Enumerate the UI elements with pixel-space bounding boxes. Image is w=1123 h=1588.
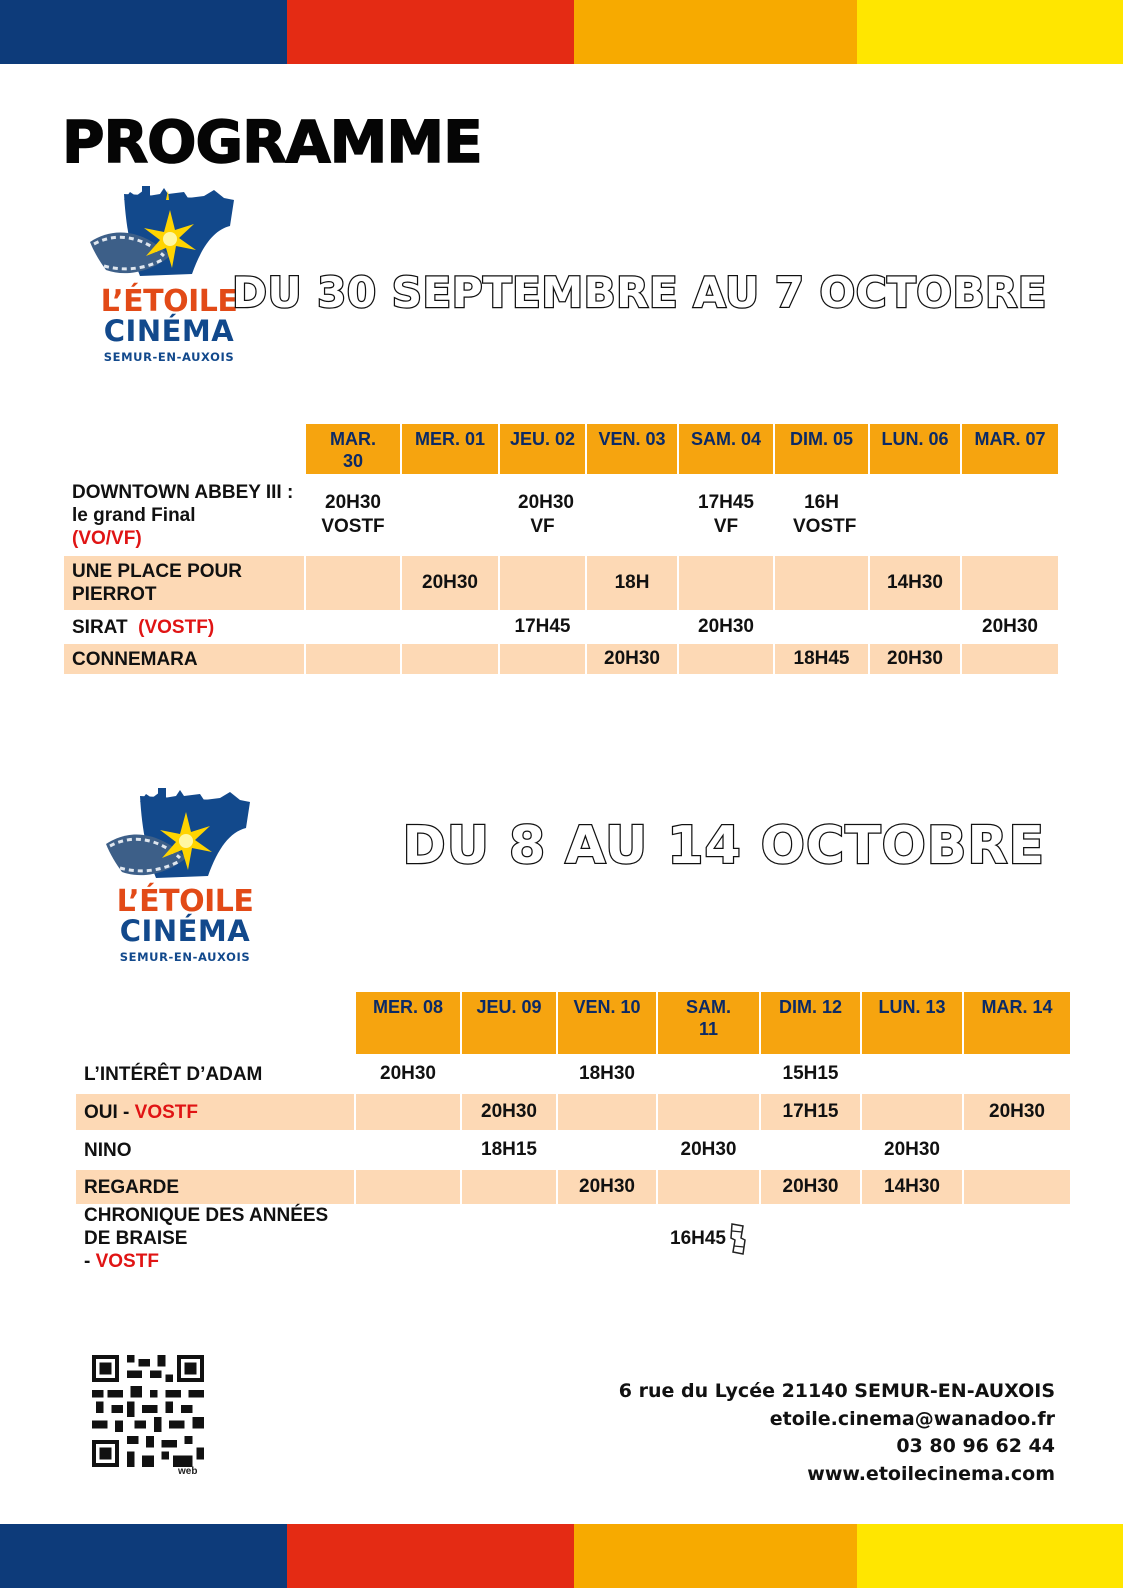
showtime-cell (775, 610, 868, 644)
film-title-cell (64, 556, 304, 610)
showtime-cell (962, 556, 1058, 610)
showtime-cell (862, 1204, 962, 1273)
day-header: SAM. 11 (658, 992, 759, 1054)
cinema-logo (84, 186, 254, 366)
showtime-cell (587, 474, 677, 556)
film-version: VOSTF (95, 1251, 159, 1272)
film-title: UNE PLACE POUR PIERROT (72, 561, 242, 605)
showtime-cell (306, 610, 400, 644)
day-header: VEN. 10 (558, 992, 656, 1054)
showtime-cell (558, 1204, 656, 1273)
showtime-cell (862, 1054, 962, 1094)
film-separator: - (84, 1251, 96, 1272)
film-title: L’INTÉRÊT D’ADAM (84, 1063, 263, 1085)
day-header: MAR. 07 (962, 424, 1058, 474)
film-row (64, 474, 1058, 556)
day-header: LUN. 13 (862, 992, 962, 1054)
film-title-cell (64, 644, 304, 674)
phone-text[interactable]: 03 80 96 62 44 (896, 1435, 1055, 1457)
band-navy (0, 1524, 287, 1588)
week1-schedule-table (62, 424, 1060, 674)
showtime-cell (962, 474, 1058, 556)
band-orange (574, 1524, 857, 1588)
showtime-cell (964, 1130, 1070, 1170)
film-row (64, 556, 1058, 610)
band-orange (574, 0, 857, 64)
day-header: SAM. 04 (679, 424, 773, 474)
band-red (287, 1524, 574, 1588)
address-text: 6 rue du Lycée 21140 SEMUR-EN-AUXOIS (618, 1380, 1055, 1402)
logo-etoile-text: L’ÉTOILE (100, 284, 238, 319)
band-yellow (857, 0, 1123, 64)
showtime-cell (306, 644, 400, 674)
showtime-cell (658, 1054, 759, 1094)
showtime-cell (761, 1130, 860, 1170)
film-title-cell (76, 1130, 354, 1170)
film-title-cell (76, 1094, 354, 1130)
film-title: SIRAT (72, 616, 128, 638)
showtime-cell (462, 1054, 556, 1094)
film-title: DOWNTOWN ABBEY III : le grand Final (72, 481, 294, 526)
showtime-cell: 20H30 (698, 616, 754, 637)
top-color-band (0, 0, 1123, 64)
showtime-cell (658, 1204, 759, 1273)
showtime-cell: 20H30 (884, 1139, 940, 1160)
showtime-cell (962, 644, 1058, 674)
day-header: LUN. 06 (870, 424, 960, 474)
showtime-cell: 20H30 (558, 1170, 656, 1204)
corner-cell (76, 992, 354, 1054)
day-header: DIM. 12 (761, 992, 860, 1054)
showtime-cell (402, 610, 498, 644)
day-header: JEU. 02 (500, 424, 585, 474)
showtime-cell (587, 610, 677, 644)
showtime-cell: 17H45 VF (698, 492, 754, 537)
showtime-cell: 20H30 (870, 644, 960, 674)
showtime-cell: 20H30 (462, 1094, 556, 1130)
film-row (76, 1204, 1070, 1273)
showtime-cell (500, 644, 585, 674)
showtime-cell (761, 1204, 860, 1273)
showtime-cell (306, 556, 400, 610)
showtime-cell (658, 1094, 759, 1130)
showtime-cell (964, 1204, 1070, 1273)
day-header: DIM. 05 (775, 424, 868, 474)
film-title-cell (64, 474, 304, 556)
week2-header-row (76, 992, 1070, 1054)
film-title-cell (76, 1170, 354, 1204)
showtime-cell: 14H30 (870, 556, 960, 610)
logo-emblem-icon (100, 788, 270, 898)
film-version: VOSTF (134, 1101, 199, 1123)
showtime-cell: 20H30 VOSTF (321, 492, 385, 537)
page-title: PROGRAMME (62, 108, 482, 176)
film-row (76, 1170, 1070, 1204)
showtime-cell: 20H30 (587, 644, 677, 674)
showtime-cell: 15H15 (782, 1063, 839, 1084)
film-title-cell (76, 1054, 354, 1094)
day-header: MAR. 14 (964, 992, 1070, 1054)
day-header: VEN. 03 (587, 424, 677, 474)
showtime-cell (964, 1170, 1070, 1204)
showtime-cell (356, 1204, 460, 1273)
film-title: CHRONIQUE DES ANNÉES DE BRAISE (84, 1205, 329, 1249)
logo-town-text: SEMUR-EN-AUXOIS (119, 950, 251, 964)
showtime-cell: 16H VOSTF (793, 492, 857, 537)
day-header: MAR. 30 (306, 424, 400, 474)
showtime-cell: 18H45 (775, 644, 868, 674)
film-separator: - (117, 1101, 135, 1123)
logo-cinema-text: CINÉMA (119, 914, 251, 948)
showtime-cell (402, 644, 498, 674)
showtime-cell: 20H30 (680, 1139, 737, 1160)
logo-town-text: SEMUR-EN-AUXOIS (103, 350, 235, 364)
showtime-text: 16H45 (670, 1227, 726, 1249)
bottom-color-band (0, 1524, 1123, 1588)
website-link[interactable]: www.etoilecinema.com (807, 1462, 1055, 1485)
logo-emblem-icon (84, 186, 254, 296)
band-navy (0, 0, 287, 64)
film-row (64, 610, 1058, 644)
cinema-logo (100, 788, 270, 968)
film-row (76, 1130, 1070, 1170)
showtime-cell (558, 1130, 656, 1170)
showtime-cell: 14H30 (862, 1170, 962, 1204)
week2-schedule-table (74, 992, 1072, 1273)
showtime-cell: 18H (587, 556, 677, 610)
showtime-cell (870, 610, 960, 644)
showtime-cell: 17H45 (514, 616, 571, 637)
showtime-cell (356, 1170, 460, 1204)
showtime-cell: 20H30 (402, 556, 498, 610)
showtime-cell (462, 1170, 556, 1204)
showtime-cell (402, 474, 498, 556)
showtime-cell: 20H30 (380, 1063, 436, 1084)
film-row (64, 644, 1058, 674)
showtime-cell: 20H30 (964, 1094, 1070, 1130)
showtime-cell: 17H15 (761, 1094, 860, 1130)
film-title-cell (64, 610, 304, 644)
week2-period-heading: DU 8 AU 14 OCTOBRE (402, 816, 1045, 876)
day-header: JEU. 09 (462, 992, 556, 1054)
qr-caption: web (178, 1466, 198, 1477)
showtime-cell: 18H15 (481, 1139, 537, 1160)
film-version: (VOSTF) (138, 616, 215, 638)
showtime-cell (679, 556, 773, 610)
showtime-cell: 20H30 (982, 616, 1038, 637)
film-title: NINO (84, 1139, 132, 1161)
showtime-cell (558, 1094, 656, 1130)
week1-period-heading: DU 30 SEPTEMBRE AU 7 OCTOBRE (232, 268, 1047, 317)
band-yellow (857, 1524, 1123, 1588)
film-row (76, 1094, 1070, 1130)
showtime-cell: 18H30 (579, 1063, 635, 1084)
showtime-cell (679, 644, 773, 674)
logo-etoile-text: L’ÉTOILE (116, 884, 254, 919)
film-title: OUI (84, 1101, 118, 1123)
showtime-cell: 20H30 (761, 1170, 860, 1204)
film-title: CONNEMARA (72, 648, 198, 670)
showtime-cell (658, 1170, 759, 1204)
band-red (287, 0, 574, 64)
showtime-cell (356, 1094, 460, 1130)
showtime-cell (964, 1054, 1070, 1094)
logo-cinema-text: CINÉMA (103, 314, 235, 348)
film-title: REGARDE (84, 1176, 180, 1198)
day-header: MER. 01 (402, 424, 498, 474)
corner-cell (64, 424, 304, 474)
showtime-cell (500, 556, 585, 610)
day-header: MER. 08 (356, 992, 460, 1054)
film-version: (VO/VF) (72, 527, 142, 549)
showtime-cell: 20H30 VF (518, 492, 574, 537)
showtime-cell (356, 1130, 460, 1170)
showtime-cell (870, 474, 960, 556)
film-reel-icon (729, 1222, 747, 1256)
showtime-cell (462, 1204, 556, 1273)
showtime-cell (862, 1094, 962, 1130)
showtime-cell (775, 556, 868, 610)
qr-code-icon[interactable] (92, 1355, 204, 1467)
film-row (76, 1054, 1070, 1094)
contact-block (619, 1378, 1055, 1488)
email-link[interactable]: etoile.cinema@wanadoo.fr (769, 1407, 1055, 1430)
week1-header-row (64, 424, 1058, 474)
film-title-cell (76, 1204, 354, 1273)
